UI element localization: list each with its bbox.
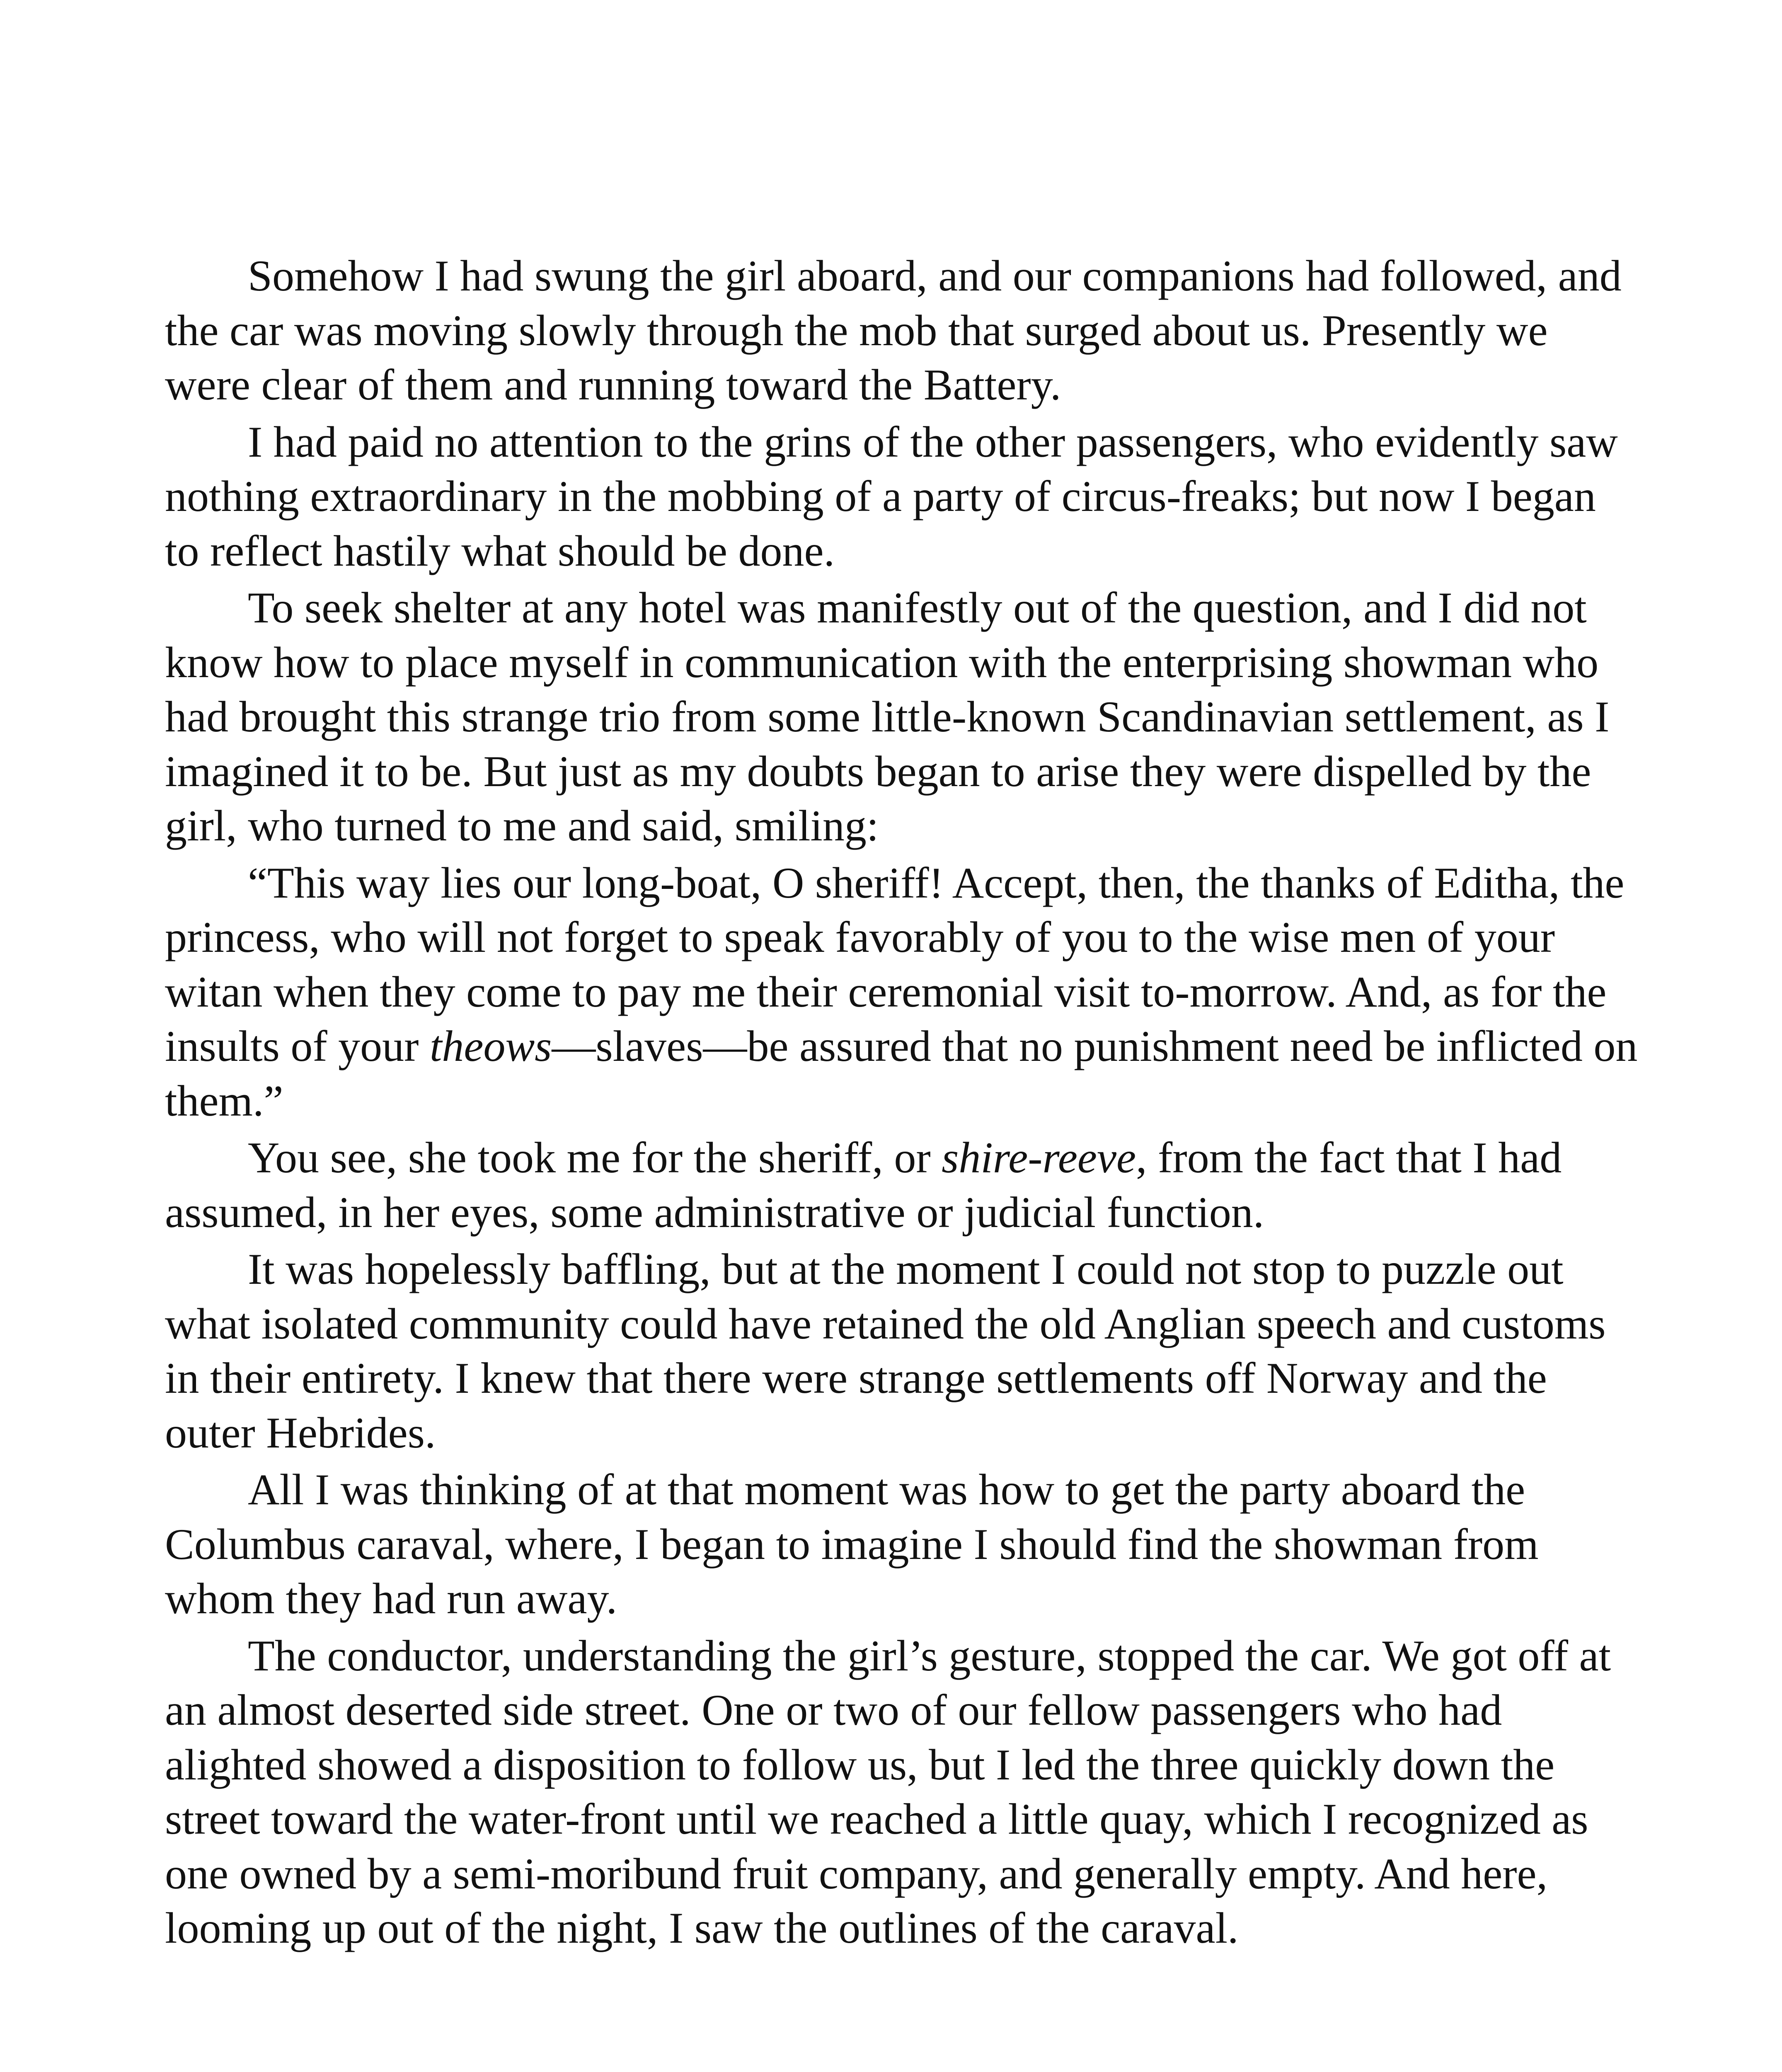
italic-text-run: theows	[429, 1022, 552, 1070]
paragraph	[165, 581, 1640, 853]
paragraph	[165, 249, 1640, 412]
paragraph	[165, 856, 1640, 1128]
paragraph	[165, 1242, 1640, 1460]
text-run: It was hopelessly baffling, but at the moment I could not stop to puzzle out what isolated community could have retained the old Anglian speech and customs in their entirety. I knew that there were strange settlements off Norway and the outer Hebrides.	[165, 1245, 1606, 1457]
text-run: All I was thinking of at that moment was how to get the party aboard the Columbus caraval, where, I began to imagine I should find the showman from whom they had run away.	[165, 1465, 1539, 1623]
text-run: —slaves—be assured that no punishment need be inflicted on them.”	[165, 1022, 1638, 1125]
paragraph	[165, 1629, 1640, 1956]
paragraph	[165, 1462, 1640, 1626]
paragraph	[165, 1130, 1640, 1239]
text-run: To seek shelter at any hotel was manifestly out of the question, and I did not know how to place myself in communication with the enterprising showman who had brought this strange trio from some little-known Scandinavian settlement, as I imagined it to be. But just as my doubts began to arise they were dispelled by the girl, who turned to me and said, smiling:	[165, 583, 1610, 850]
text-run: “This way lies our long-boat, O sheriff! Accept, then, the thanks of Editha, the princess, who will not forget to speak favorably of you to the wise men of your witan when they come to pay me their ceremonial visit to-morrow. And, as for the insults of your	[165, 858, 1625, 1070]
paragraph	[165, 415, 1640, 579]
text-run: Somehow I had swung the girl aboard, and our companions had followed, and the car was moving slowly through the mob that surged about us. Presently we were clear of them and running toward the Battery.	[165, 252, 1622, 409]
text-run: , from the fact that I had assumed, in her eyes, some administrative or judicial function.	[165, 1133, 1562, 1237]
italic-text-run: shire-reeve	[942, 1133, 1136, 1182]
text-run: You see, she took me for the sheriff, or	[248, 1133, 942, 1182]
text-run: I had paid no attention to the grins of the other passengers, who evidently saw nothing extraordinary in the mobbing of a party of circus-freaks; but now I began to reflect hastily what should be done.	[165, 417, 1618, 575]
text-run: The conductor, understanding the girl’s gesture, stopped the car. We got off at an almost deserted side street. One or two of our fellow passengers who had alighted showed a disposition to follow us, but I led the three quickly down the street toward the water-front until we reached a little quay, which I recognized as one owned by a semi-moribund fruit company, and generally empty. And here, looming up out of the night, I saw the outlines of the caraval.	[165, 1631, 1611, 1952]
body-text	[165, 249, 1640, 1958]
